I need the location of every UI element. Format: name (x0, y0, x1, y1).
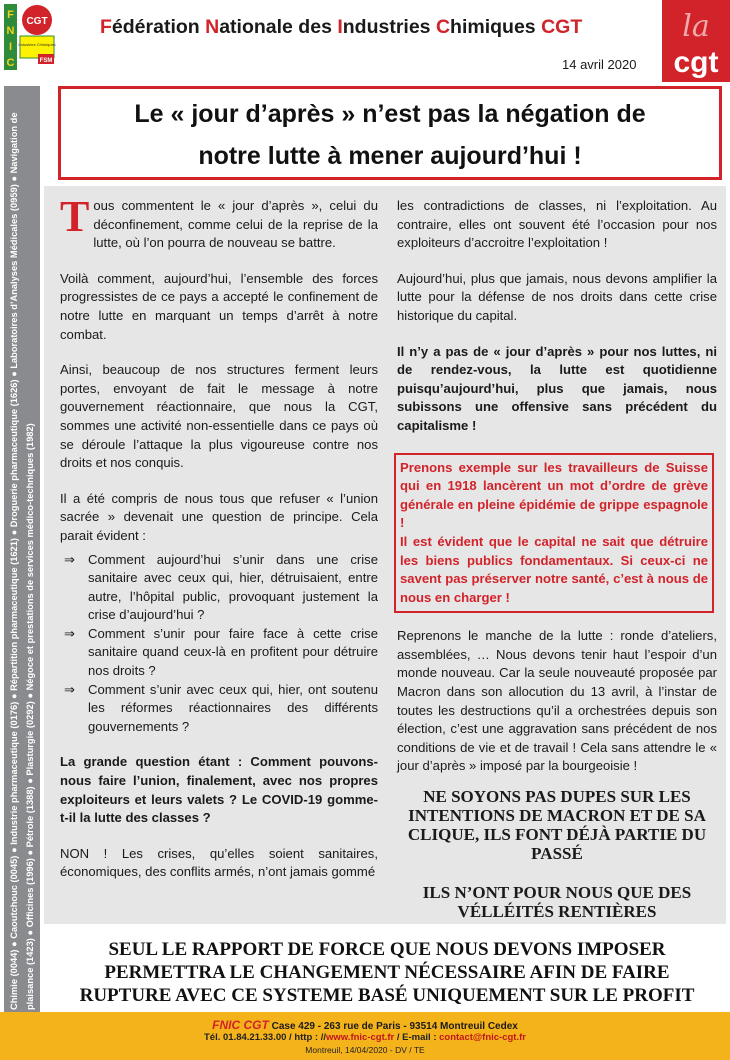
footer-contact-line (0, 1032, 730, 1043)
logo-letter-c: C (6, 57, 15, 69)
header-title-segment: himiques (450, 16, 542, 38)
list-item-text: Comment s’unir pour faire face à cette crise sanitaire quand ceux-là en profitent pour détruire nos droits ? (88, 625, 378, 679)
left-paragraph-1-text: ous commentent le « jour d’après », celui du déconfinement, comme celui de la reprise de la lutte, où l’on pourra de nouveau se battre. (93, 198, 378, 251)
footer-address: Case 429 - 263 rue de Paris - 93514 Montreuil Cedex (271, 1021, 518, 1032)
list-item (64, 681, 378, 737)
arrow-icon: ⇒ (64, 625, 75, 641)
arrow-icon: ⇒ (64, 551, 75, 567)
slogan-line1: SEUL LE RAPPORT DE FORCE QUE NOUS DEVONS IMPOSER (108, 939, 666, 960)
headline-line1: Le « jour d’après » n’est pas la négation de (134, 100, 646, 128)
header-title-segment: ationale des (219, 16, 338, 38)
left-paragraph-3: Ainsi, beaucoup de nos structures ferment leurs portes, envoyant de fait le message à notre gouvernement réactionnaire, que nous la CGT, sommes une activité non-essentielle dans ce pays où se déroule l’attaque la plus vigoureuse contre nos droits et nos conquis. (60, 362, 378, 471)
footer-brand: FNIC CGT (212, 1018, 269, 1032)
logo-badge-cgt: CGT (26, 16, 48, 27)
header-title-segment: CGT (541, 16, 583, 38)
right-paragraph-3: Il n’y a pas de « jour d’après » pour nos luttes, ni de rendez-vous, la lutte est quotidienne puisqu’aujourd’hui, plus que jamais, nous subissons une offensive sans précédent du capitalisme ! (397, 343, 717, 433)
header-title-segment: F (100, 16, 112, 38)
right-paragraph-2: Aujourd’hui, plus que jamais, nous devons amplifier la lutte pour la défense de nos droits dans cette crise historique du capital. (397, 270, 717, 323)
highlight-box (394, 453, 714, 614)
dropcap: T (60, 192, 90, 241)
right-column (397, 197, 717, 938)
footer-email-label: / E-mail : (394, 1032, 440, 1043)
caps-statement-2: ILS N’ONT POUR NOUS QUE DES VÉLLÉITÉS RENTIÈRES (422, 883, 692, 922)
list-item (64, 551, 378, 625)
highlight-paragraph-2: Il est évident que le capital ne sait que détruire les biens publics fondamentaux. Si ceux-ci ne savent pas préserver notre santé, c’est à nous de nous en charger ! (400, 533, 708, 605)
logo-fsm: FSM (39, 58, 53, 64)
header-title-segment: I (337, 16, 343, 38)
footer-address-line (0, 1018, 730, 1032)
slogan-line2: PERMETTRA LE CHANGEMENT NÉCESSAIRE AFIN DE FAIRE (104, 962, 670, 983)
fnic-logo (4, 4, 56, 70)
header-title-segment: édération (111, 16, 206, 38)
highlight-paragraph-1: Prenons exemple sur les travailleurs de Suisse qui en 1918 lancèrent un mot d’ordre de grève générale en pleine épidémie de grippe espagnole ! (400, 459, 708, 531)
footer-reference: Montreuil, 14/04/2020 - DV / TE (305, 1045, 425, 1055)
logo-la: la (682, 9, 710, 44)
logo-sub: Industries Chimiques (18, 42, 56, 47)
sidebar-sectors (4, 86, 40, 1016)
header-title (100, 16, 660, 39)
header-title-segment: ndustries (342, 16, 436, 38)
header-title-segment: N (205, 16, 220, 38)
list-item (64, 625, 378, 681)
logo-cgt-text: cgt (673, 46, 719, 79)
footer-email-link[interactable]: contact@fnic-cgt.fr (439, 1032, 526, 1043)
headline (58, 86, 722, 180)
slogan-line3: RUPTURE AVEC CE SYSTEME BASÉ UNIQUEMENT SUR LE PROFIT (79, 985, 695, 1006)
logo-letter-i: I (8, 41, 13, 53)
arrow-icon: ⇒ (64, 681, 75, 697)
left-paragraph-5: La grande question étant : Comment pouvons-nous faire l’union, finalement, avec nos propres exploiteurs et leurs valets ? Le COVID-19 gomme-t-il la lutte des classes ? (60, 754, 378, 826)
right-paragraph-1: les contradictions de classes, ni l’exploitation. Au contraire, elles ont souvent été l’occasion pour nos exploiteurs d’accroitre l’exploitation ! (397, 198, 717, 251)
question-list (60, 551, 378, 737)
headline-line2: notre lutte à mener aujourd’hui ! (198, 142, 582, 170)
cgt-logo (662, 0, 730, 82)
footer-phone: Tél. 01.84.21.33.00 / http : // (204, 1032, 326, 1043)
left-column (60, 192, 378, 899)
footer-website-link[interactable]: www.fnic-cgt.fr (325, 1032, 395, 1043)
header-title-segment: C (435, 16, 451, 38)
right-paragraph-4: Reprenons le manche de la lutte : ronde d’ateliers, assemblées, … Nous devons tenir haut l’espoir d’un monde nouveau. Car la seule nouveauté proposée par Macron dans son allocution du 13 avril, à l’instar de toutes les destructions qu’il a orchestrées depuis son élection, c’est une aggravation sans précédent de nos conditions de vie et de travail ! Cela sans attendre le « jour d’après » imposé par la bourgeoisie ! (397, 628, 717, 774)
caps-statement-1: NE SOYONS PAS DUPES SUR LES INTENTIONS DE MACRON ET DE SA CLIQUE, ILS FONT DÉJÀ PARTIE DU PASSÉ (407, 787, 707, 864)
list-item-text: Comment s’unir avec ceux qui, hier, ont soutenu les réformes réactionnaires des différents gouvernements ? (88, 681, 378, 734)
left-paragraph-4: Il a été compris de nous tous que refuser « l’union sacrée » devenait une question de principe. Cela parait évident : (60, 490, 378, 543)
left-paragraph-1 (60, 192, 378, 253)
list-item-text: Comment aujourd’hui s’unir dans une crise sanitaire avec ceux qui, hier, détruisaient, entre autre, l’hôpital public, provoquant justement la crise d’aujourd’hui ? (88, 551, 378, 623)
header-date: 14 avril 2020 (562, 57, 637, 72)
left-paragraph-2: Voilà comment, aujourd’hui, l’ensemble des forces progressistes de ce pays a accepté le confinement de notre lutte en marquant un temps d’arrêt à notre combat. (60, 270, 378, 342)
logo-letter-f: F (7, 9, 14, 21)
left-paragraph-6: NON ! Les crises, qu’elles soient sanitaires, économiques, des conflits armés, n’ont jamais gommé (60, 845, 378, 880)
bottom-slogan (48, 938, 726, 1007)
sidebar-sectors-text: Chimie (0044) ● Caoutchouc (0045) ● Industrie pharmaceutique (0176) ● Répartition pharmaceutique (1621) ● Droguerie pharmaceutique (1626) ● Laboratoires d’Analyses Médicales (0959) ● Navigation de plaisance (1423) ● Officines (1996) ● Pétrole (1388) ● Plasturgie (0292) ● Négoce et prestations de services médico-techniques (1982) (9, 112, 35, 1010)
logo-letter-n: N (6, 25, 15, 37)
